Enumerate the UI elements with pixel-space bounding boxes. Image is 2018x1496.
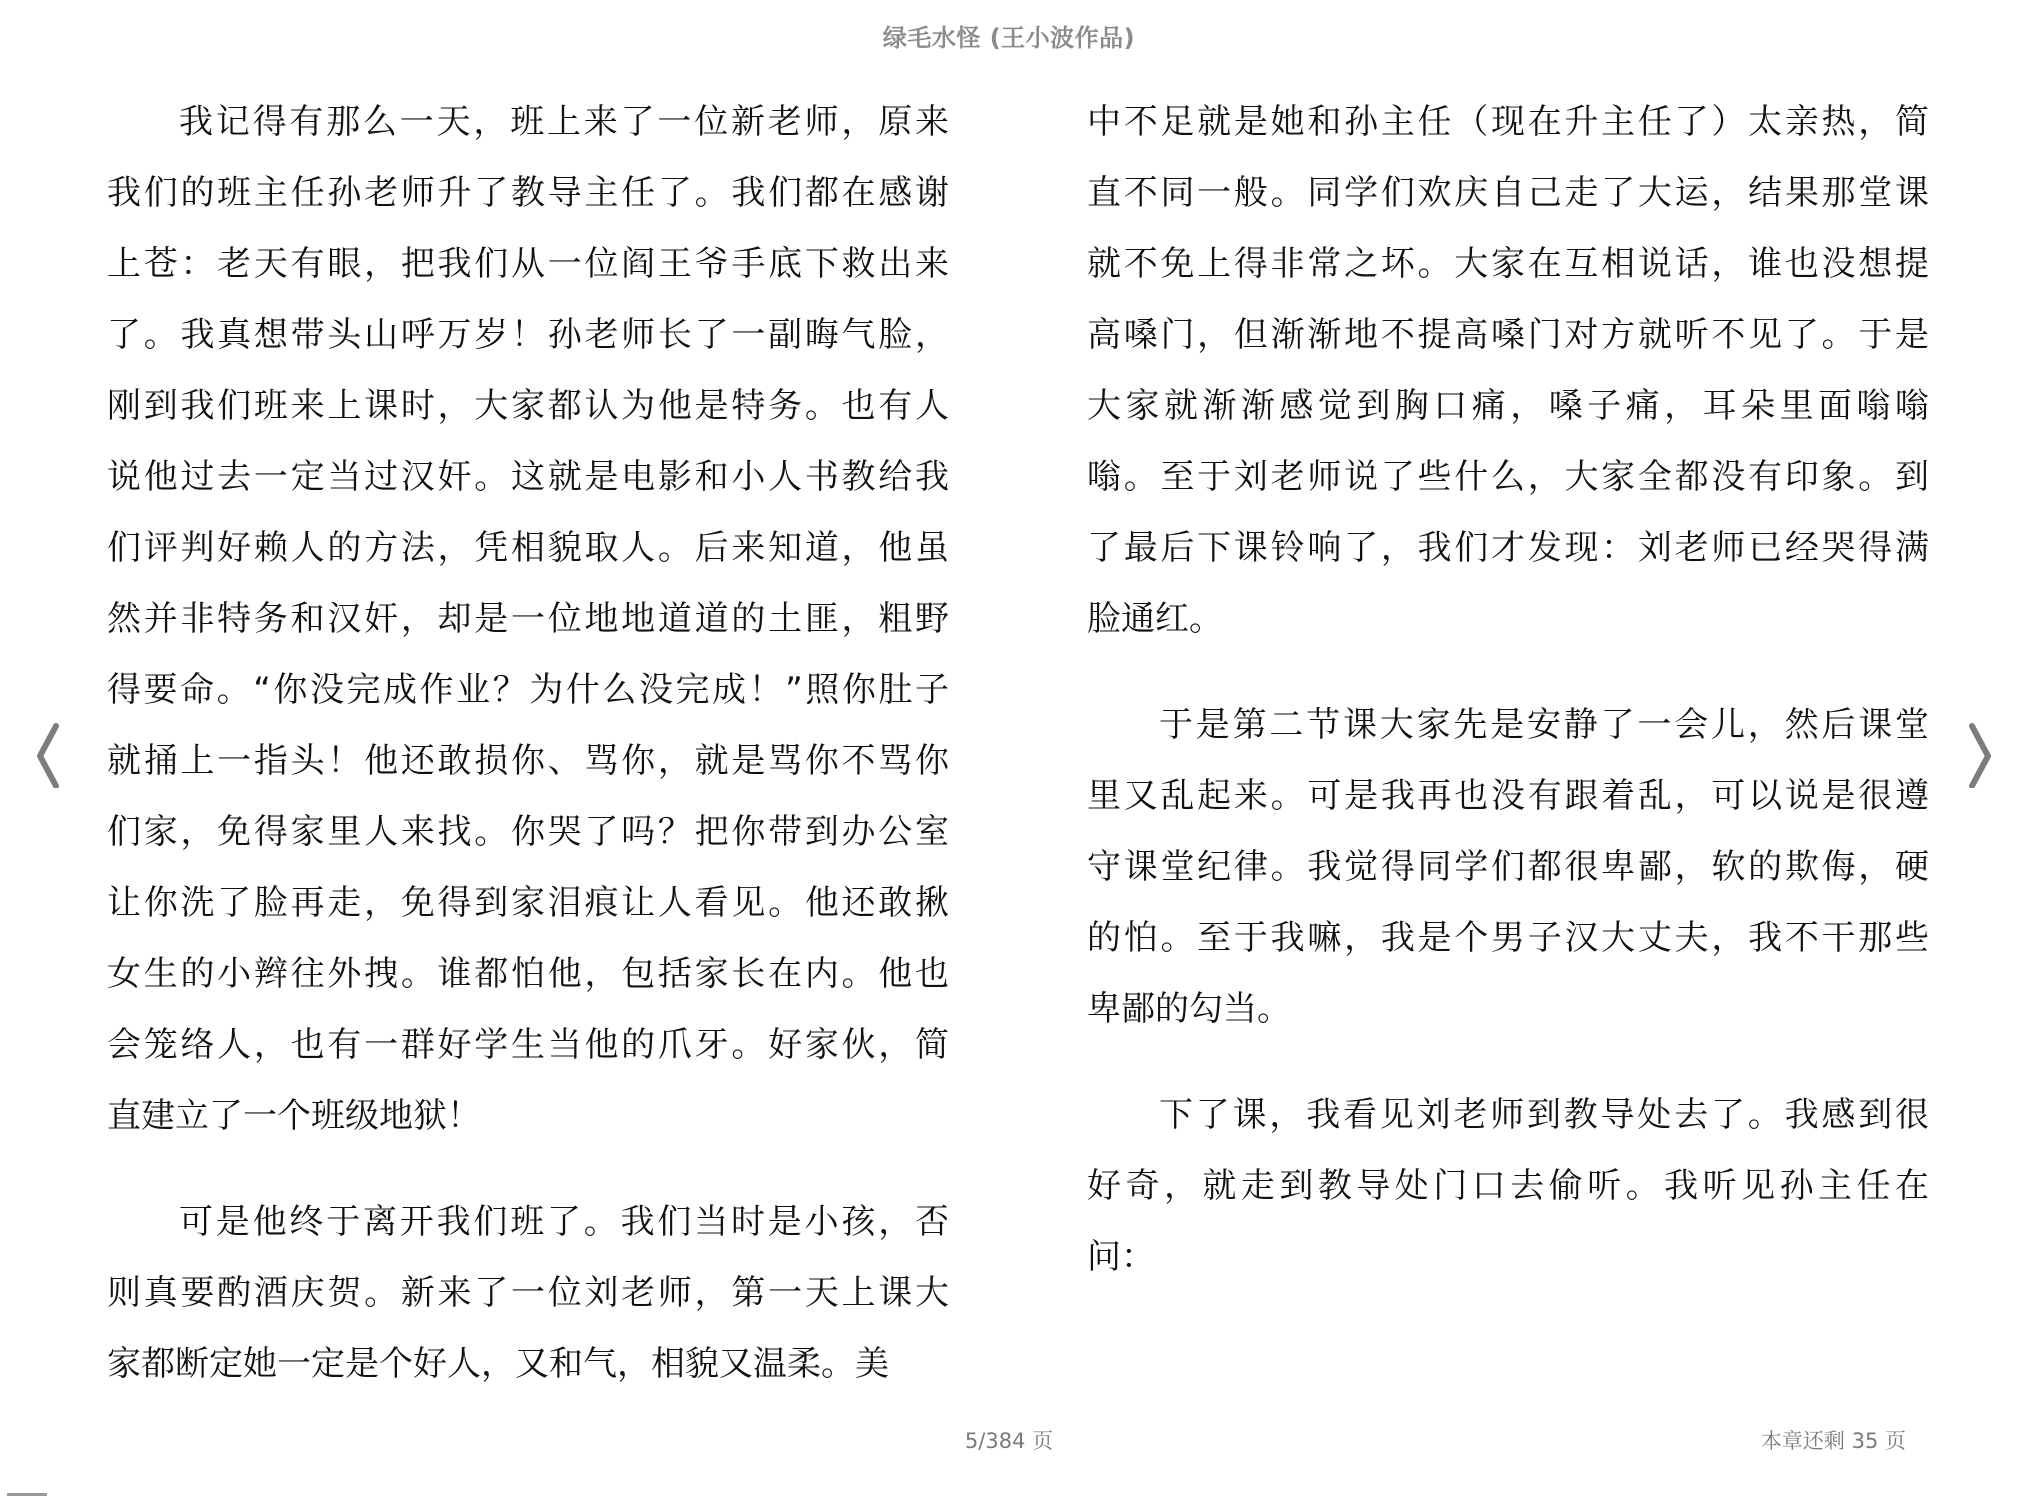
- text-line: 则真要酌酒庆贺。新来了一位刘老师，第一天上课大: [107, 1273, 949, 1313]
- text-line: 直不同一般。同学们欢庆自己走了大运，结果那堂课: [1087, 173, 1929, 213]
- text-line: 们家，免得家里人来找。你哭了吗？把你带到办公室: [107, 812, 949, 852]
- paragraph: [107, 1187, 949, 1400]
- text-line: 女生的小辫往外拽。谁都怕他，包括家长在内。他也: [107, 954, 949, 994]
- text-line: 然并非特务和汉奸，却是一位地地道道的土匪，粗野: [107, 599, 949, 639]
- paragraph: [107, 87, 949, 1152]
- text-line: 的怕。至于我嘛，我是个男子汉大丈夫，我不干那些: [1087, 918, 1929, 958]
- paragraph: [1087, 690, 1929, 1045]
- text-line: 就捅上一指头！他还敢损你、骂你，就是骂你不骂你: [107, 741, 949, 781]
- text-line: 中不足就是她和孙主任（现在升主任了）太亲热，简: [1087, 102, 1929, 142]
- text-line: 好奇，就走到教导处门口去偷听。我听见孙主任在: [1087, 1166, 1929, 1206]
- text-line: 了最后下课铃响了，我们才发现：刘老师已经哭得满: [1087, 528, 1929, 568]
- text-line: 上苍：老天有眼，把我们从一位阎王爷手底下救出来: [107, 244, 949, 284]
- text-line: 守课堂纪律。我觉得同学们都很卑鄙，软的欺侮，硬: [1087, 847, 1929, 887]
- text-line: 我记得有那么一天，班上来了一位新老师，原来: [179, 102, 949, 142]
- text-line: 里又乱起来。可是我再也没有跟着乱，可以说是很遵: [1087, 776, 1929, 816]
- text-line: 得要命。“你没完成作业？为什么没完成！”照你肚子: [107, 670, 949, 710]
- text-line: 说他过去一定当过汉奸。这就是电影和小人书教给我: [107, 457, 949, 497]
- chapter-remaining: 本章还剩 35 页: [1760, 1429, 1906, 1453]
- previous-page-button[interactable]: [26, 718, 66, 788]
- text-line: 高嗓门，但渐渐地不提高嗓门对方就听不见了。于是: [1087, 315, 1929, 355]
- text-line: 家都断定她一定是个好人，又和气，相貌又温柔。美: [107, 1344, 889, 1384]
- paragraph: [1087, 1080, 1929, 1293]
- text-line: 们评判好赖人的方法，凭相貌取人。后来知道，他虽: [107, 528, 949, 568]
- text-line: 刚到我们班来上课时，大家都认为他是特务。也有人: [107, 386, 949, 426]
- page-right-column: [1087, 87, 1929, 1328]
- text-line: 大家就渐渐感觉到胸口痛，嗓子痛，耳朵里面嗡嗡: [1087, 386, 1929, 426]
- text-line: 问：: [1087, 1237, 1155, 1277]
- page-indicator: 5/384 页: [964, 1429, 1054, 1453]
- paragraph: [1087, 87, 1929, 655]
- text-line: 就不免上得非常之坏。大家在互相说话，谁也没想提: [1087, 244, 1929, 284]
- book-title: 绿毛水怪 (王小波作品): [882, 24, 1136, 52]
- text-line: 可是他终于离开我们班了。我们当时是小孩，否: [179, 1202, 949, 1242]
- chevron-right-icon: [1960, 718, 2000, 788]
- text-line: 了。我真想带头山呼万岁！孙老师长了一副晦气脸，: [107, 315, 949, 355]
- text-line: 脸通红。: [1087, 599, 1223, 639]
- text-line: 卑鄙的勾当。: [1087, 989, 1291, 1029]
- next-page-button[interactable]: [1960, 718, 2000, 788]
- text-line: 我们的班主任孙老师升了教导主任了。我们都在感谢: [107, 173, 949, 213]
- text-line: 下了课，我看见刘老师到教导处去了。我感到很: [1159, 1095, 1929, 1135]
- chevron-left-icon: [26, 718, 66, 788]
- text-line: 于是第二节课大家先是安静了一会儿，然后课堂: [1159, 705, 1929, 745]
- page-left-column: [107, 87, 949, 1435]
- text-line: 会笼络人，也有一群好学生当他的爪牙。好家伙，简: [107, 1025, 949, 1065]
- text-line: 嗡。至于刘老师说了些什么，大家全都没有印象。到: [1087, 457, 1929, 497]
- text-line: 直建立了一个班级地狱！: [107, 1096, 481, 1136]
- text-line: 让你洗了脸再走，免得到家泪痕让人看见。他还敢揪: [107, 883, 949, 923]
